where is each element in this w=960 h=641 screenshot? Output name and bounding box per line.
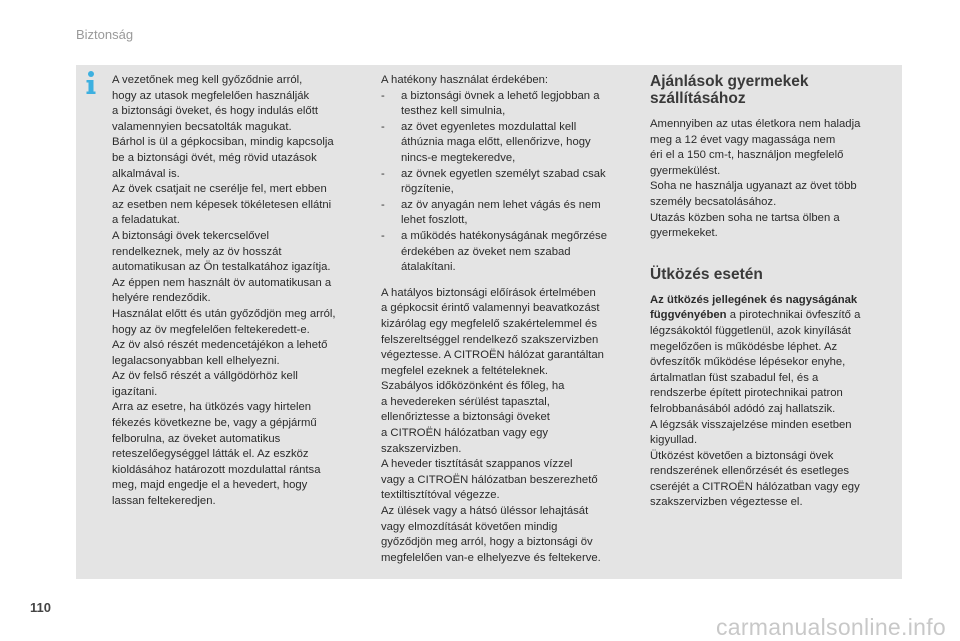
- text-line: érdekében az öveket nem szabad: [401, 245, 571, 258]
- text-line: kioldásához határozott mozdulattal rántsa: [112, 463, 321, 476]
- text-line: felszereltséggel rendelkező szakszervizben: [381, 333, 599, 346]
- text-line: gyermekülést.: [650, 164, 721, 177]
- text-line: gyermekeket.: [650, 227, 718, 240]
- children-and-collision-text: [650, 73, 890, 511]
- text-line: hogy az utasok megfelelően használják: [112, 89, 310, 102]
- text-line: szakszervizben végeztesse el.: [650, 496, 803, 509]
- text-line: hogy az öv megfelelően feltekeredett-e.: [112, 323, 310, 336]
- text-line: A hatályos biztonsági előírások értelmében: [381, 286, 596, 299]
- text-line: éri el a 150 cm-t, használjon megfelelő: [650, 149, 844, 162]
- text-line: Arra az esetre, ha ütközés vagy hirtelen: [112, 401, 312, 414]
- text-line: Soha ne használja ugyanazt az övet több: [650, 180, 857, 193]
- text-line: végeztesse. A CITROËN hálózat garantáltan: [381, 349, 604, 362]
- text-line: szakszervizben.: [381, 442, 462, 455]
- text-line: meg a 12 évet vagy magassága nem: [650, 133, 836, 146]
- text-line: ellenőriztesse a biztonsági öveket: [381, 411, 550, 424]
- text-line: övfeszítők működése lépésekor enyhe,: [650, 356, 846, 369]
- text-line: az öv anyagán nem lehet vágás és nem: [401, 198, 601, 211]
- list-item: [381, 120, 633, 167]
- text-line: Az ülések vagy a hátsó üléssor lehajtását: [381, 505, 589, 518]
- text-line: testhez kell simulnia,: [401, 105, 506, 118]
- text-line: átalakítani.: [401, 261, 456, 274]
- text-line: megfelel ezeknek a feltételeknek.: [381, 364, 549, 377]
- text-line: a feladatukat.: [112, 214, 180, 227]
- text-line: vagy a CITROËN hálózatban beszerezhető: [381, 473, 598, 486]
- section-title: Biztonság: [76, 27, 134, 42]
- text-line: nincs-e megtekeredve,: [401, 151, 516, 164]
- text-line: Utazás közben soha ne tartsa ölben a: [650, 211, 840, 224]
- text-line: rendszerbe épített pirotechnikai patron: [650, 387, 843, 400]
- text-line: vagy elmozdítását követően mindig: [381, 520, 558, 533]
- list-item: [381, 167, 633, 198]
- text-line: automatikusan az Ön testalkatához igazítja.: [112, 261, 331, 274]
- text-line: Bárhol is ül a gépkocsiban, mindig kapcsolja: [112, 136, 334, 149]
- text-line: felrobbanásából adódó zaj hallatszik.: [650, 402, 836, 415]
- text-line: Az övek csatjait ne cserélje fel, mert ebben: [112, 183, 327, 196]
- text-line: a gépkocsit érintő valamennyi beavatkozást: [381, 302, 600, 315]
- usage-list: [381, 89, 633, 276]
- text-line: Szabályos időközönként és főleg, ha: [381, 380, 565, 393]
- seatbelt-general-text: [112, 73, 364, 510]
- text-line: a biztonsági öveket, és hogy indulás előtt: [112, 105, 318, 118]
- text-line: be a biztonsági övét, még rövid utazások: [112, 151, 317, 164]
- text-line: cseréjét a CITROËN hálózatban vagy egy: [650, 480, 860, 493]
- text-line: a CITROËN hálózatban vagy egy: [381, 427, 549, 440]
- text-line: rögzítenie,: [401, 183, 454, 196]
- text-line: Az öv alsó részét medencetájékon a lehető: [112, 339, 328, 352]
- text-line: rendelkeznek, mely az öv hosszát: [112, 245, 282, 258]
- text-line: lassan feltekeredjen.: [112, 495, 216, 508]
- text-line: igazítani.: [112, 385, 158, 398]
- text-line: rendszerének ellenőrzését és esetleges: [650, 465, 850, 478]
- text-line: A légzsák visszajelzése minden esetben: [650, 418, 852, 431]
- text-line: a működés hatékonyságának megőrzése: [401, 229, 607, 242]
- text-line: légzsákoktól függetlenül, azok kinyílását: [650, 324, 851, 337]
- text-line: reteszelőegységgel látták el. Az eszköz: [112, 448, 309, 461]
- text-line: felborulna, az öveket automatikus: [112, 432, 281, 445]
- text-line: Ütközést követően a biztonsági övek: [650, 449, 834, 462]
- text-line: az övnek egyetlen személyt szabad csak: [401, 167, 606, 180]
- text-line: megfelelően van-e elhelyezve és feltekerve.: [381, 551, 601, 564]
- text-line: a hevedereken sérülést tapasztal,: [381, 395, 550, 408]
- text-line: kigyullad.: [650, 434, 698, 447]
- text-line: kizárólag egy megfelelő szakértelemmel és: [381, 317, 597, 330]
- text-line: áthúznia maga előtt, ellenőrizve, hogy: [401, 136, 591, 149]
- text-line: lehet foszlott,: [401, 214, 468, 227]
- text-line: Az éppen nem használt öv automatikusan a: [112, 276, 332, 289]
- text-line: textiltisztítóval végezze.: [381, 489, 500, 502]
- heading-line: szállításához: [650, 90, 746, 107]
- text-line: győződjön meg arról, hogy a biztonsági öv: [381, 536, 593, 549]
- heading-line: Ajánlások gyermekek: [650, 73, 809, 90]
- watermark: carmanualsonline.info: [715, 614, 946, 640]
- text-line: Amennyiben az utas életkora nem haladja: [650, 118, 861, 130]
- text-line: [650, 293, 890, 309]
- info-icon: [84, 70, 98, 96]
- text-line: A biztonsági övek tekercselővel: [112, 229, 269, 242]
- text-line: ártalmatlan füst szabadul fel, és a: [650, 371, 819, 384]
- usage-intro: A hatékony használat érdekében:: [381, 74, 549, 86]
- text-line: megelőzően is működésbe léphet. Az: [650, 340, 838, 353]
- text-line: legalacsonyabban kell elhelyezni.: [112, 354, 280, 367]
- text-line: meg, majd engedje el a hevedert, hogy: [112, 479, 308, 492]
- text-line: [650, 308, 890, 324]
- children-heading: [650, 73, 890, 107]
- text-line: A heveder tisztítását szappanos vízzel: [381, 458, 573, 471]
- bold-lead: függvényében: [650, 309, 727, 322]
- text-line: személy becsatolásához.: [650, 195, 777, 208]
- text-line: fékezés következne be, vagy a gépjármű: [112, 417, 317, 430]
- list-item: [381, 198, 633, 229]
- bold-lead: Az ütközés jellegének és nagyságának: [650, 293, 858, 306]
- lead-rest: a pirotechnikai övfeszítő a: [726, 309, 861, 322]
- text-line: A vezetőnek meg kell győződnie arról,: [112, 74, 303, 86]
- text-line: valamennyien becsatolták magukat.: [112, 120, 292, 133]
- text-line: a biztonsági övnek a lehető legjobban a: [401, 89, 600, 102]
- text-line: Az öv felső részét a vállgödörhöz kell: [112, 370, 298, 383]
- text-line: helyére rendeződik.: [112, 292, 211, 305]
- text-line: alkalmával is.: [112, 167, 180, 180]
- text-line: az esetben nem képesek tökéletesen ellátni: [112, 198, 332, 211]
- text-line: az övet egyenletes mozdulattal kell: [401, 120, 577, 133]
- list-item: [381, 89, 633, 120]
- text-line: Használat előtt és után győződjön meg arról,: [112, 307, 336, 320]
- list-item: [381, 229, 633, 276]
- seatbelt-usage-text: [381, 73, 633, 566]
- collision-heading: Ütközés esetén: [650, 265, 763, 283]
- page-number: 110: [30, 600, 51, 615]
